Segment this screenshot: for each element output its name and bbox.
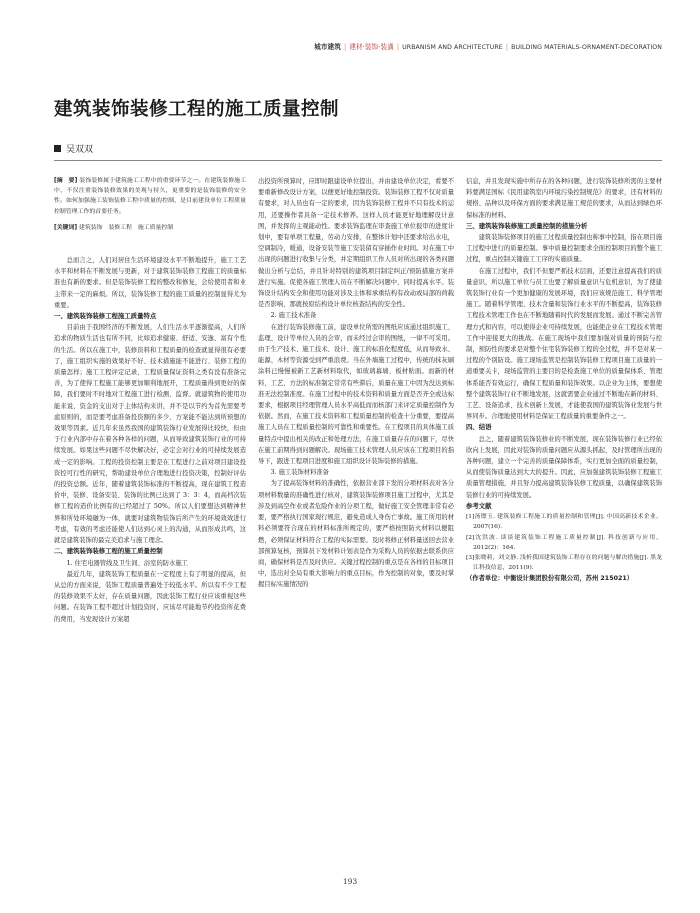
header-divider: | [505, 43, 509, 51]
page-number: 193 [342, 877, 358, 886]
keywords-text: 建筑装饰 装修工程 施工质量控制 [78, 224, 174, 231]
body-paragraph: 信息，并且发现实施中所存在的各种问题，进行装饰装修所需的主要材料要满足国标《民用建筑室内环境污染控制规范》的要求，还有材料的规格、品种以及环保方面的要求满足施工规范的要求，从而达到绿色环保标准的材料。 [466, 178, 662, 219]
section-heading: 三、建筑装饰装修施工质量控制的措施分析 [466, 221, 588, 230]
header-cn-accent: 建材·装饰·装潢 [349, 43, 394, 51]
body-paragraph: 在进行装饰装修施工前，建设单位所需的图纸应该通过组织施工、监理、设计等单位人员的会审，而未经过会审的图纸，一律不可采用。由于生产技术、施工技术、设计、施工的标准化程度低，从而导致水、能源、木材等资源受到严重浪费。当在外墙施工过程中，传统的抹灰刷涂料已慢慢被新工艺新材料取代，如玻璃幕墙、板材贴面。而新的材料、工艺、方法的标准制定常常有些滞后，质量在施工中因为没达到标准无法控制准度。在施工过程中的技术资料和质量方面是否齐全或达标要求，根据项目经理管理人员水平高低而而核部门来评定质量控制作为依据。然而，在施工技术资料和工程质量控制的检查十分重要，要提高施工人员在工程质量控制的可靠性和重要性。在工程项目的具体施工质量特点中提出相关的改正和处理方法，在施工质量存在的问题下，尽快在施工前期得到问题解决。现场施工技术管理人员应该在工程项目的指导下，跟进工程项目进度和施工组织设计装饰装修的措施。 [258, 323, 454, 466]
column-2 [258, 176, 454, 876]
reference-item: [1]汤镖玉. 建筑装修工程施工的质量控制和管理[J]. 中国高新技术企业，2007(16). [466, 514, 662, 531]
author-line [54, 142, 93, 155]
column-1 [54, 176, 246, 876]
body-paragraph: 总而言之，人们对居住生活环境建设水平不断地提升，施工工艺水平和材料在不断发展与更新，对于建筑装饰装修工程施工的质量标准也有新的要求。但是装饰装修工程的整改和修复，会给使用者和业主带来一定的麻烦。所以，装饰装修工程的施工质量的控制显得尤为重要。 [54, 257, 246, 309]
body-paragraph: 总之，随着建筑装饰装修业的不断发展，现在装饰装修行业已经依欣向上发展，因此对装饰的质量问题应从源头抓起，及时管理所出现的各种问题，建立一个完善的质量保障体系，实行更加全面的质量控制，从而使装饰质量达到大大的提升。因此，应加强建筑装饰装修工程施工质量管理措施，并且努力提高建筑装饰装修工程质量，以确保建筑装饰装修行业的可持续发展。 [466, 435, 662, 499]
author-name: 吴双双 [66, 145, 94, 155]
article-title: 建筑装饰装修工程的施工质量控制 [54, 99, 340, 120]
body-paragraph: 最近几年，建筑装饰工程质量在一定程度上有了明显的提高，但从总的方面来说，装饰工程质量普遍处于较低水平。所以有不少工程的装修效果不太好，存在质量问题，因此装饰工程行业应该重视这些问题。在装饰工程不超过计划投资时，应该尽可能地节约投资所花费的费用，当发现设计方案超 [54, 570, 246, 623]
running-header [314, 41, 662, 51]
body-paragraph: 在施工过程中，我们不但要严抓技术层面，还要注意提高我们的质量意识，所以施工单位与员工也要了解质量意识与危机意识，为了使建筑装饰行业有一个更加健康的发展环境，我们应该规范施工、科学管理施工。随着科学管理、技术含量和装饰行业水平的不断提高，装饰装修工程技术管理工作也在不断地随着时代的发展而发展。通过不断完善管理方式和内容，可以使得企业可持续发展，也能使企业在工程技术管理工作中迎接更大的挑战。在施工现场中我们要加强对质量的预防与控制，预防性的要求是对整个住宅装饰装修工程的全过程，并不是对某一过程的个别防设。施工现场监管是控制装饰装修工程项目施工质量的一道重要关卡，现场监管的主要目的是检查施工单位的质量保体系、管理体系能否有效运行，确保工程质量和装饰效果。以企业为主体，要想使整个建筑装饰行业不断地发展，这就需要企业通过不断地在新的材料、工艺、设备追求、技术创新上发展，才能使我国的建筑装饰业发展与世界同步。合理地使用材料是保证工程质量的重要条件之一。 [466, 267, 662, 421]
column-3 [466, 176, 662, 876]
reference-item: [2]沈洪波. 谈谈建筑装饰工程施工质量控制[J]. 科技创新与应用，2012(2)：164. [466, 534, 662, 551]
keywords [54, 223, 246, 233]
title-divider [54, 160, 662, 161]
author-affiliation: （作者单位：中衡设计集团股份有限公司，苏州 215021） [466, 575, 634, 583]
body-paragraph: 建筑装饰装修项目的施工过程质量控制也称事中控制，指在项目施工过程中进行的质量控制。事中质量控制要求全面控制项目的整个施工过程，重点控制关键施工工序的实施质量。 [466, 234, 662, 264]
references-list [466, 512, 662, 573]
body-paragraph: 出投资所预算时，应即时跟建设单位提出，并由建设单位决定，看要不要重新修改设计方案，以便更好地控制投资。装饰装修工程不仅对质量有要求，对人员也有一定的要求，因为装饰装修工程并不只有技术的运用，还要操作者具备一定技术修养。这样人员才能更好地理解设计意图，并发挥的主观能动性。要求装饰监理在审查施工单位报审的进度计划中，要有单项工程量，劳动力安排，在整体计划中还要求给出水电，空调制冷，暖通，设备安装等施工安装留有穿插作业时间。对在施工中出现的问题进行收集与分类，并定期组织工作人员对所出现的各类问题做出分析与总结，并且针对特别的建筑项目制定纠正/预防措施方案并进行实施。促使各施工管理人员在不断解决问题中，同时提高水平。装饰设计结构安全和使用功能对涉及主体和承重结构有改动或局部的荷载是否影响，那就按原结构设计单位核查结构的安全性。 [258, 178, 454, 309]
subsection-heading: 3. 施工装饰材料准备 [270, 469, 329, 477]
author-bullet-icon [54, 145, 61, 152]
abstract-text: 装饰装修属于建筑施工工程中的重要环节之一。在建筑装修施工中，不仅注重装饰装修效果的美观与持久，更重要的是装饰装修的安全性。如何加强施工装饰装修工程中质量的控制，是目前建设单位工程质量控制管理工作的首要任务。 [54, 178, 246, 215]
section-heading: 四、结语 [466, 423, 492, 432]
header-en-right: BUILDING MATERIALS-ORNAMENT-DECORATION [511, 44, 662, 51]
header-divider: | [343, 43, 347, 51]
header-divider: | [396, 43, 400, 51]
header-cn-left: 城市建筑 [314, 43, 341, 51]
section-heading: 一、建筑装饰装修工程施工质量特点 [54, 312, 157, 321]
reference-item: [3]张晓莉，刘文静. 浅析我国建筑装饰工程存在的问题与解决措施[J]. 黑龙江科技信息，2011(9). [466, 554, 662, 572]
header-en-left: URBANISM AND ARCHITECTURE [402, 44, 503, 51]
subsection-heading: 1. 住宅电器管线及卫生间、浴室的防水施工 [66, 559, 188, 567]
section-heading: 二、建筑装饰装修工程的施工质量控制 [54, 547, 163, 556]
body-paragraph: 目前由于我国经济的不断发展，人们生活水平逐渐提高，人们所追求的物质生活也有所不同，比如追求健康、舒适、安逸、富有个性的生活。所以在施工中，装修资料和工程质量的检查就显得很有必要了，施工组织实施的效果好不好、技术措施能不能进行、装修工程的质量怎样；施工工程评定记录、工程质量保证资料之类有没有准备完善，为了使得工程施工能够更加顺利地展开，工程质量得到更好的保障，我们要时不时地对工程施工进行检测、监督。就建筑物的使用功能来说，资金的支出对于主体结构来讲，并不是以节约为首先需要考虑原则的，而是要考虑准备投资额的多少、方案能不能达到所预想的效果等因素。近几年来虽然我国的建筑装饰行业发展得比较快，但由于行业内部中存在着各种各样的问题，从而导致建筑装饰行业的可持续发展。如果这些问题不尽快解决好，必定会对行业的可持续发展造成一定的影响。工程的投资控制主要是在工程进行之前对项目建设投资控可行性的研究，帮助建设单位合理地进行投资决策，控制好评估的投资总额。近年，随着建筑装饰标准的不断提高，现在建筑工程造价中，装修、设备安装、装饰的比例已达到了 3：3：4，而高档次装修工程的造价比例有的已经超过了 50%。所以人们要想达到精神世界和所处环境融为一体，就要对建筑物装饰后所产生的环境效效进行考虑，有效的考虑还能使人们达到心灵上的沟通，从而形成共鸣，这就是建筑装饰的最完美追求与施工理念。 [54, 324, 246, 545]
abstract-label: [摘 要] [54, 178, 78, 184]
keywords-label: [关键词] [54, 224, 78, 231]
references-heading: 参考文献 [466, 501, 492, 510]
abstract [54, 176, 246, 217]
subsection-heading: 2. 施工技术准备 [270, 312, 317, 320]
body-paragraph: 为了提高装饰材料的准确性，依据营业部下发的分项材料表对各分项材料数量的准确性进行核对，建筑装饰装修项目施工过程中，尤其是涉及到高空作业或者危险作业的分项工程，做好施工安全管理非常有必要，要严格执行国家现行规范，避免造成人身伤亡事故。施工所用的材料必须要符合现在的材料标准所规定的，要严格按照防火材料以便阻燃，必须保证材料符合工程的实际需要。及时将修正材料量送回去营业部预算复核，预算员下发材料计划表是作为采购人员的依据去联系供应商，确保材料是否及时供应。关键过程控制的重点是在各样的目标项目中，选出对全局有重大影响力的重点目标，作为控制的对象，要及时掌握目标实施情况的 [258, 480, 454, 589]
